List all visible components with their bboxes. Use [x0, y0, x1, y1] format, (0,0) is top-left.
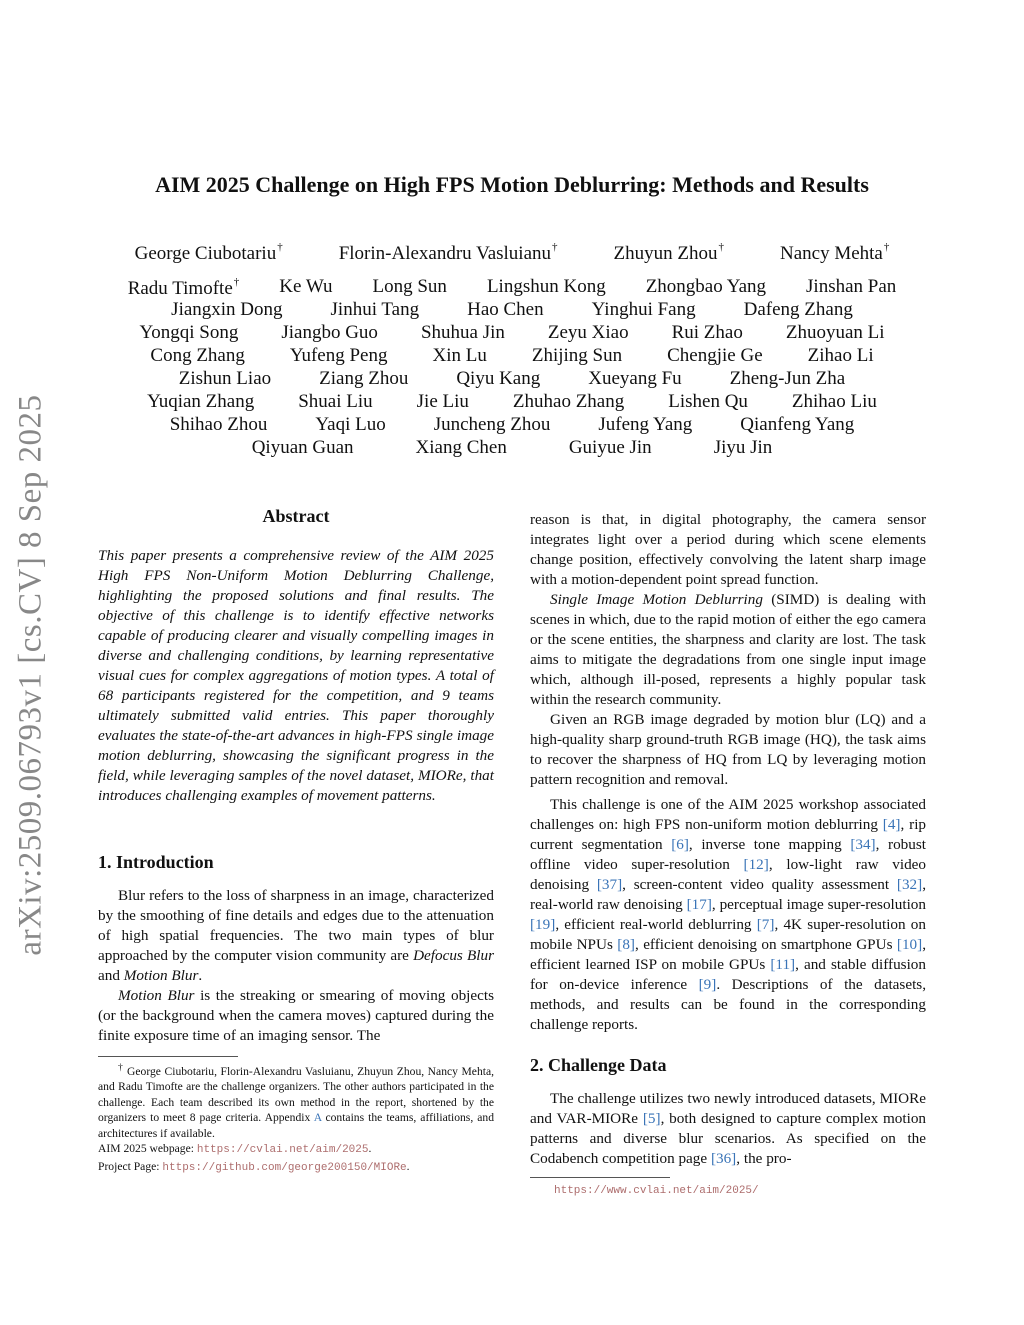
author-row: [70, 391, 954, 413]
appendix-link[interactable]: A: [313, 1111, 322, 1125]
author: Yongqi Song: [139, 322, 239, 343]
author-row-organizers: [100, 241, 924, 265]
citation-link[interactable]: [10]: [896, 936, 923, 954]
author: Florin-Alexandru Vasluianu†: [338, 241, 558, 264]
author: Cong Zhang: [150, 345, 245, 366]
project-page-line: Project Page: https://github.com/george200150/MIORe.: [98, 1159, 410, 1174]
author: Shuai Liu: [298, 391, 373, 412]
introduction-heading: 1. Introduction: [98, 852, 214, 872]
author: George Ciubotariu†: [134, 241, 283, 264]
intro-continued-paragraph: reason is that, in digital photography, the camera sensor integrates light over a period during which scene elements change position, effectively convolving the latent sharp image with a motion-dependent point spread function.: [530, 511, 926, 588]
author: Lingshun Kong: [486, 276, 606, 297]
footnote-rule-right: [530, 1177, 670, 1178]
author: Zheng-Jun Zha: [729, 368, 846, 389]
author: Xin Lu: [432, 345, 487, 366]
author: Jiangxin Dong: [171, 299, 283, 320]
author: Dafeng Zhang: [743, 299, 853, 320]
footnote-rule: [98, 1056, 238, 1057]
author: Zhongbao Yang: [645, 276, 767, 297]
author: Chengjie Ge: [667, 345, 763, 366]
author: Radu Timofte†: [127, 276, 240, 299]
citation-link[interactable]: [11]: [770, 956, 796, 974]
author: Zishun Liao: [178, 368, 272, 389]
author: Qianfeng Yang: [740, 414, 855, 435]
author: Xueyang Fu: [588, 368, 682, 389]
task-paragraph: Given an RGB image degraded by motion blur (LQ) and a high-quality sharp ground-truth RGB image (HQ), the task aims to recover the sharpness of HQ from LQ by leveraging motion pattern recognition and removal.: [530, 711, 926, 788]
author: Ziang Zhou: [319, 368, 409, 389]
author: Jiangbo Guo: [281, 322, 378, 343]
author: Qiyu Kang: [456, 368, 541, 389]
left-column: [98, 506, 494, 1176]
author: Rui Zhao: [671, 322, 743, 343]
right-column: [530, 510, 926, 1200]
abstract-heading: Abstract: [262, 506, 330, 526]
author: Yufeng Peng: [289, 345, 388, 366]
arxiv-id-text: arXiv:2509.06793v1 [cs.CV] 8 Sep 2025: [12, 394, 49, 956]
author: Jinhui Tang: [330, 299, 420, 320]
author: Zeyu Xiao: [547, 322, 629, 343]
author: Yaqi Luo: [315, 414, 386, 435]
author: Zhuyun Zhou†: [613, 241, 724, 264]
citation-link[interactable]: [12]: [743, 856, 769, 874]
citation-link[interactable]: [19]: [530, 916, 556, 934]
citation-link[interactable]: [9]: [698, 976, 717, 994]
citation-link[interactable]: [17]: [686, 896, 712, 914]
challenge-data-heading: 2. Challenge Data: [530, 1055, 667, 1076]
author: Zhijing Sun: [531, 345, 623, 366]
author: Zihao Li: [807, 345, 874, 366]
citation-link[interactable]: [36]: [710, 1150, 737, 1168]
author: Hao Chen: [467, 299, 544, 320]
author: Zhuoyuan Li: [785, 322, 885, 343]
arxiv-identifier: [8, 380, 54, 970]
author-row: [100, 437, 924, 459]
citation-link[interactable]: [4]: [882, 816, 901, 834]
footnote-text: † George Ciubotariu, Florin-Alexandru Vasluianu, Zhuyun Zhou, Nancy Mehta, and Radu Timofte are the challenge organizers. The other authors participated in the challenge. Each team described its own method in the report, shortened by the organizers to meet 8 page criteria. Appendix A contains the teams, affiliations, and architectures if available.: [98, 1062, 495, 1140]
author: Lishen Qu: [668, 391, 748, 412]
author: Ke Wu: [279, 276, 333, 297]
citation-link[interactable]: [5]: [642, 1110, 661, 1128]
author: Shuhua Jin: [420, 322, 505, 343]
project-page-link[interactable]: https://github.com/george200150/MIORe: [162, 1161, 407, 1174]
author: Zhuhao Zhang: [512, 391, 625, 412]
aim-2025-url-link[interactable]: https://www.cvlai.net/aim/2025/: [554, 1185, 759, 1198]
author-row: [70, 276, 954, 300]
intro-paragraph-1: Blur refers to the loss of sharpness in an image, characterized by the smoothing of fine details and edges due to the attenuation of high spatial frequencies. The two main types of blur approached by the computer vision community are Defocus Blur and Motion Blur.: [98, 887, 495, 984]
paper-title: AIM 2025 Challenge on High FPS Motion Deblurring: Methods and Results: [155, 172, 869, 197]
citation-link[interactable]: [34]: [850, 836, 876, 854]
footnote-url-line: [530, 1182, 926, 1200]
author: Qiyuan Guan: [251, 437, 354, 458]
author: Jiyu Jin: [713, 437, 773, 458]
author: Shihao Zhou: [169, 414, 268, 435]
citation-link[interactable]: [6]: [671, 836, 689, 854]
author: Jinshan Pan: [806, 276, 897, 297]
citation-link[interactable]: [7]: [756, 916, 775, 934]
citation-link[interactable]: [37]: [596, 876, 623, 894]
simd-paragraph: Single Image Motion Deblurring (SIMD) is dealing with scenes in which, due to the rapid motion of either the ego camera or the scene entities, the sharpness and clarity are lost. The task aims to mitigate the degradations from one single input image which, although ill-posed, represents a highly popular task within the research community.: [530, 591, 927, 708]
citation-link[interactable]: [32]: [896, 876, 923, 894]
author-row: [100, 299, 924, 321]
author-row: [70, 322, 954, 344]
author-row: [70, 345, 954, 367]
author: Juncheng Zhou: [433, 414, 551, 435]
author: Yinghui Fang: [591, 299, 696, 320]
author: Zhihao Liu: [791, 391, 877, 412]
author: Nancy Mehta†: [779, 241, 890, 264]
intro-paragraph-2: Motion Blur is the streaking or smearing of moving objects (or the background when the camera moves) captured during the finite exposure time of an imaging sensor. The: [98, 987, 495, 1044]
author: Xiang Chen: [415, 437, 507, 458]
author-row: [100, 414, 924, 436]
author: Yuqian Zhang: [147, 391, 255, 412]
author: Jufeng Yang: [598, 414, 693, 435]
author: Guiyue Jin: [568, 437, 652, 458]
aim-webpage-line: AIM 2025 webpage: https://cvlai.net/aim/2025.: [98, 1142, 372, 1157]
author: Jie Liu: [416, 391, 469, 412]
challenge-data-paragraph: The challenge utilizes two newly introduced datasets, MIORe and VAR-MIORe [5], both designed to capture complex motion patterns and diverse blur scenarios. As specified on the Codabench competition page [36], the pro-: [530, 1090, 927, 1168]
abstract-text: This paper presents a comprehensive review of the AIM 2025 High FPS Non-Uniform Motion Deblurring Challenge, highlighting the proposed solutions and final results. The objective of this challenge is to identify effective networks capable of producing clearer and visually compelling images in diverse and challenging conditions, by learning representative visual cues for complex aggregations of motion types. A total of 68 participants registered for the competition, and 9 teams ultimately submitted valid entries. This paper thoroughly evaluates the state-of-the-art advances in high-FPS single image motion deblurring, showcasing the significant progress in the field, while leveraging samples of the novel dataset, MIORe, that introduces challenging examples of movement patterns.: [98, 547, 494, 804]
author-row: [100, 368, 924, 390]
challenge-list-paragraph: This challenge is one of the AIM 2025 workshop associated challenges on: high FPS non-uniform motion deblurring [4], rip current segmentation [6], inverse tone mapping [34], robust offline video super-resolution [12], low-light raw video denoising [37], screen-content video quality assessment [32], real-world raw denoising [17], perceptual image super-resolution [19], efficient real-world deblurring [7], 4K super-resolution on mobile NPUs [8], efficient denoising on smartphone GPUs [10], efficient learned ISP on mobile GPUs [11], and stable diffusion for on-device inference [9]. Descriptions of the datasets, methods, and results can be found in the corresponding challenge reports.: [530, 796, 927, 1034]
citation-link[interactable]: [8]: [617, 936, 635, 954]
footnote: [98, 1060, 494, 1176]
author: Long Sun: [372, 276, 447, 297]
aim-webpage-link[interactable]: https://cvlai.net/aim/2025: [196, 1144, 369, 1157]
